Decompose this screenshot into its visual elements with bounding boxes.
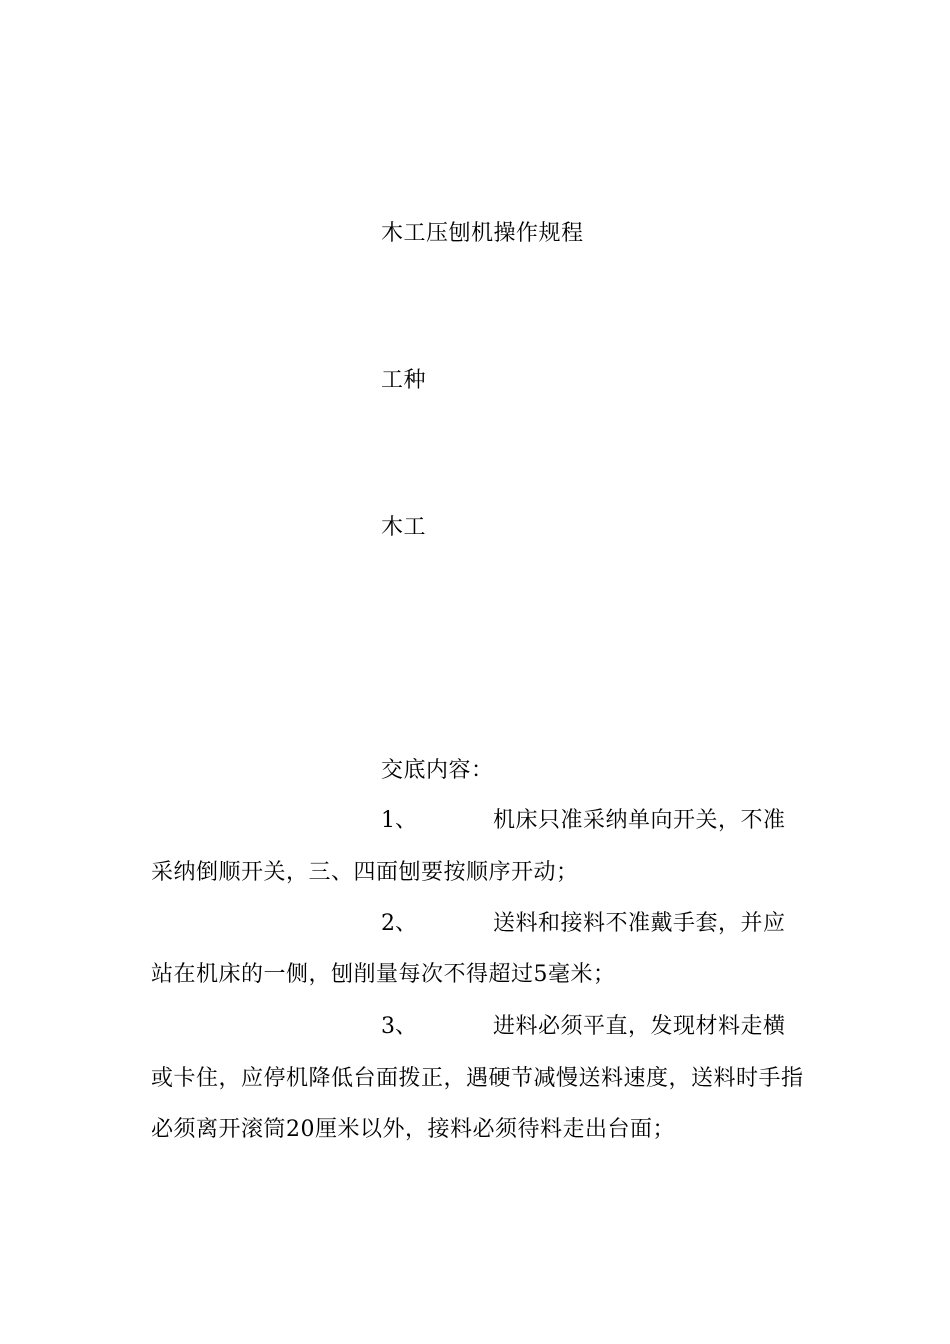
- document-title: 木工压刨机操作规程: [381, 221, 584, 246]
- item-number: 1、: [381, 808, 417, 833]
- trade-value: 木工: [381, 515, 427, 540]
- item-continuation: 或卡住，应停机降低台面拨正，遇硬节减慢送料速度，送料时手指: [151, 1066, 804, 1091]
- item-first-line: 机床只准采纳单向开关，不准: [493, 808, 786, 833]
- item-number: 2、: [381, 911, 417, 936]
- content-label: 交底内容：: [381, 758, 494, 783]
- item-continuation: 采纳倒顺开关，三、四面刨要按顺序开动；: [151, 860, 579, 885]
- item-continuation: 站在机床的一侧，刨削量每次不得超过5毫米；: [151, 962, 616, 987]
- item-first-line: 进料必须平直，发现材料走横: [493, 1014, 786, 1039]
- item-first-line: 送料和接料不准戴手套，并应: [493, 911, 786, 936]
- trade-label: 工种: [381, 368, 427, 393]
- item-number: 3、: [381, 1014, 417, 1039]
- item-continuation: 必须离开滚筒20厘米以外，接料必须待料走出台面；: [151, 1117, 675, 1142]
